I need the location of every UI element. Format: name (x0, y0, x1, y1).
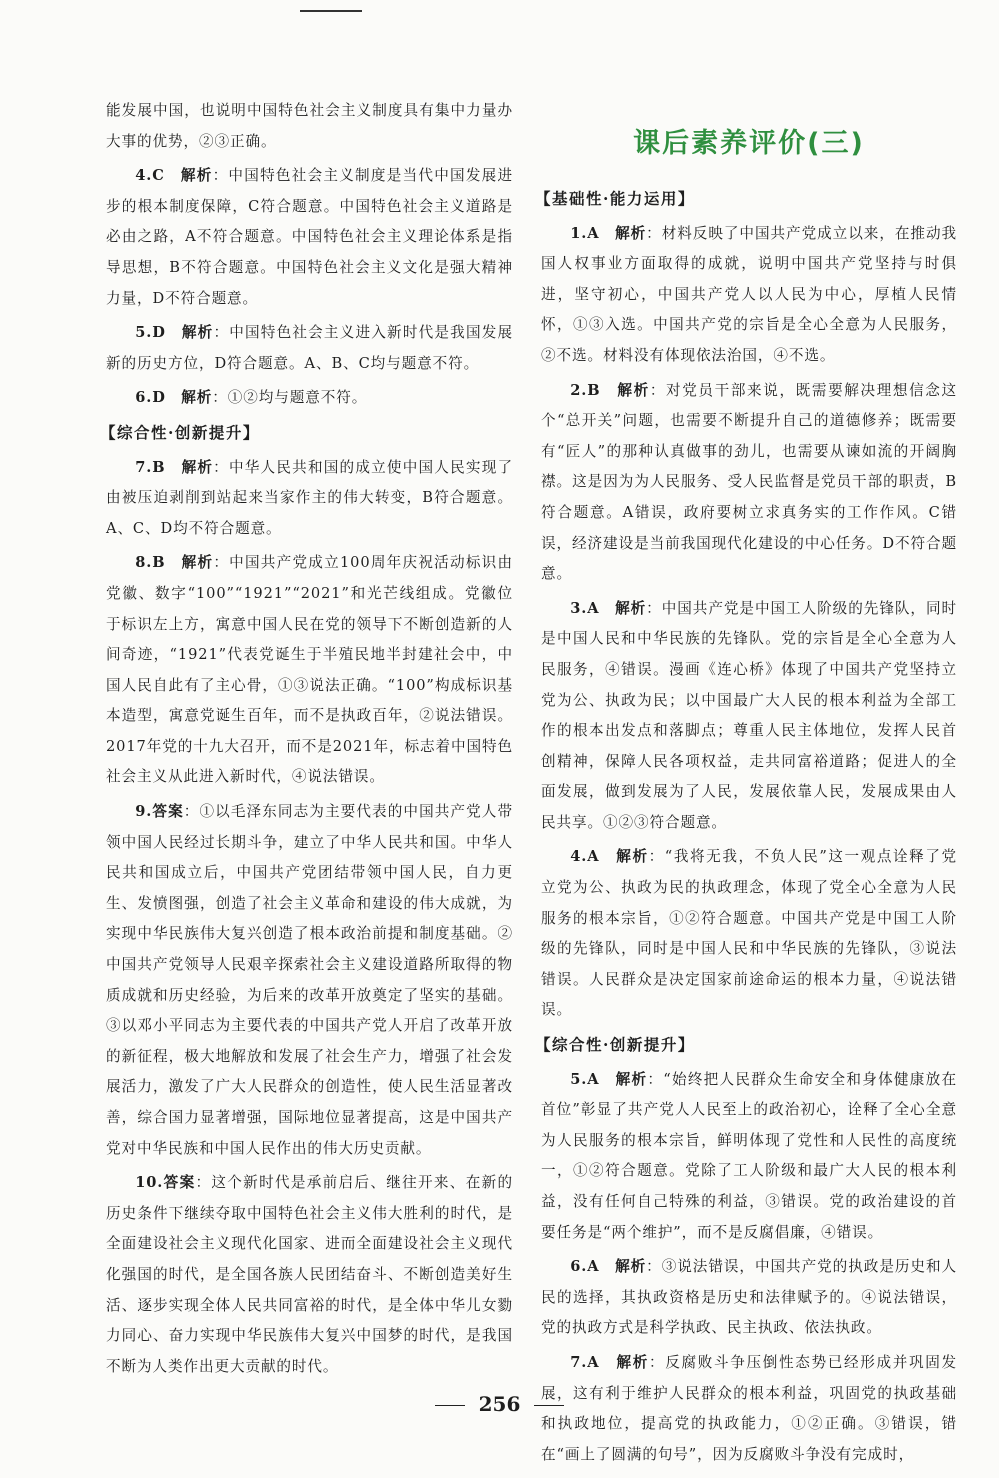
answer-text: ：材料反映了中国共产党成立以来，在推动我国人权事业方面取得的成就，说明中国共产党坚持与时俱进，坚守初心，中国共产党人以人民为中心，厚植人民情怀，①③入选。中国共产党的宗旨是全心全意为人民服务，②不选。材料没有体现依法治国，④不选。 (541, 224, 957, 364)
right-column (535, 124, 957, 1474)
answer-number: 4.C (135, 167, 165, 185)
page-number: 256 (478, 1392, 521, 1416)
answer-text: ：对党员干部来说，既需要解决理想信念这个“总开关”问题，也需要不断提升自己的道德修养；既需要有“匠人”的那种认真做事的劲儿，也需要从谏如流的开阔胸襟。这是因为为人民服务、受人民监督是党员干部的职责，B符合题意。A错误，政府要树立求真务实的工作作风。C错误，经济建设是当前我国现代化建设的中心任务。D不符合题意。 (541, 381, 957, 583)
analysis-label: 解析 (615, 1070, 648, 1088)
analysis-label: 解析 (616, 1353, 649, 1371)
answer-number: 1.A (570, 224, 600, 242)
answer-number: 8.B (135, 554, 166, 572)
section-heading: 【基础性·能力运用】 (535, 189, 695, 208)
answer-number: 5.D (135, 324, 166, 342)
analysis-label: 解析 (615, 224, 647, 242)
footer-dash-right (534, 1405, 564, 1406)
answer-label: 答案 (163, 1174, 196, 1192)
answer-number: 2.B (570, 381, 601, 399)
intro-text: 能发展中国，也说明中国特色社会主义制度具有集中力量办大事的优势，②③正确。 (106, 102, 513, 150)
answer-text: ：中国特色社会主义制度是当代中国发展进步的根本制度保障，C符合题意。中国特色社会主义道路是必由之路，A不符合题意。中国特色社会主义理论体系是指导思想，B不符合题意。中国特色社会主义文化是强大精神力量，D不符合题意。 (106, 167, 513, 307)
answer-number: 5.A (570, 1070, 600, 1088)
answer-2 (541, 376, 957, 590)
analysis-label: 解析 (181, 389, 213, 407)
analysis-label: 解析 (615, 599, 647, 617)
answer-5 (541, 1065, 957, 1249)
answer-4 (541, 842, 957, 1026)
footer-dash-left (435, 1405, 465, 1406)
page-number-footer (0, 1392, 999, 1416)
section-heading: 【综合性·创新提升】 (100, 422, 260, 442)
analysis-label: 解析 (181, 554, 214, 572)
page-title: 课后素养评价(三) (633, 128, 865, 159)
answer-number: 6.D (135, 389, 166, 407)
answer-text: ：①②均与题意不符。 (212, 389, 368, 407)
answer-4 (106, 161, 513, 314)
answer-9 (106, 797, 513, 1164)
answer-text: ：中国特色社会主义进入新时代是我国发展新的历史方位，D符合题意。A、B、C均与题意不符。 (106, 324, 513, 372)
answer-8 (106, 548, 513, 793)
left-column (100, 96, 513, 1386)
analysis-label: 解析 (616, 848, 649, 866)
top-rule (300, 10, 362, 12)
analysis-label: 解析 (615, 1258, 647, 1276)
answer-text: ：“始终把人民群众生命安全和身体健康放在首位”彰显了共产党人人民至上的政治初心，诠释了全心全意为人民服务的根本宗旨，鲜明体现了党性和人民性的高度统一，①②符合题意。党除了工人阶级和最广大人民的根本利益，没有任何自己特殊的利益，③错误。党的政治建设的首要任务是“两个维护”，而不是反腐倡廉，④错误。 (541, 1070, 957, 1241)
answer-6 (106, 383, 513, 414)
answer-text: ：中华人民共和国的成立使中国人民实现了由被压迫剥削到站起来当家作主的伟大转变，B符合题意。A、C、D均不符合题意。 (106, 458, 513, 537)
section-heading: 【综合性·创新提升】 (535, 1035, 695, 1055)
answer-5 (106, 318, 513, 379)
answer-label: 答案 (152, 803, 184, 821)
answer-1 (541, 219, 957, 372)
answer-text: ：①以毛泽东同志为主要代表的中国共产党人带领中国人民经过长期斗争，建立了中华人民共和国。中华人民共和国成立后，中国共产党团结带领中国人民，自力更生、发愤图强，创造了社会主义革命和建设的伟大成就，为实现中华民族伟大复兴创造了根本政治前提和制度基础。②中国共产党领导人民艰辛探索社会主义建设道路所取得的物质成就和历史经验，为后来的改革开放奠定了坚实的基础。③以邓小平同志为主要代表的中国共产党人开启了改革开放的新征程，极大地解放和发展了社会生产力，增强了社会发展活力，激发了广大人民群众的创造性，使人民生活显著改善，综合国力显著增强，国际地位显著提高，这是中国共产党对中华民族和中国人民作出的伟大历史贡献。 (106, 803, 513, 1157)
answer-text: ：中国共产党成立100周年庆祝活动标识由党徽、数字“100”“1921”“2021”和光芒线组成。党徽位于标识左上方，寓意中国人民在党的领导下不断创造新的人间奇迹，“1921”代表党诞生于半殖民地半封建社会中，中国人民自此有了主心骨，①③说法正确。“100”构成标识基本造型，寓意党诞生百年，而不是执政百年，②说法错误。2017年党的十九大召开，而不是2021年，标志着中国特色社会主义从此进入新时代，④说法错误。 (106, 554, 513, 786)
answer-number: 9. (135, 803, 153, 821)
answer-6 (541, 1252, 957, 1344)
answer-number: 7.A (570, 1353, 600, 1371)
analysis-label: 解析 (181, 324, 214, 342)
answer-7 (106, 453, 513, 545)
answer-number: 4.A (570, 848, 600, 866)
answer-text: ：中国共产党是中国工人阶级的先锋队，同时是中国人民和中华民族的先锋队。党的宗旨是全心全意为人民服务，④错误。漫画《连心桥》体现了中国共产党坚持立党为公、执政为民；以中国最广大人民的根本利益为全部工作的根本出发点和落脚点；尊重人民主体地位，发挥人民首创精神，保障人民各项权益，走共同富裕道路；促进人的全面发展，做到发展为了人民，发展依靠人民，发展成果由人民共享。①②③符合题意。 (541, 599, 957, 831)
answer-text: ：③说法错误，中国共产党的执政是历史和人民的选择，其执政资格是历史和法律赋予的。④说法错误，党的执政方式是科学执政、民主执政、依法执政。 (541, 1258, 957, 1337)
analysis-label: 解析 (617, 381, 650, 399)
answer-text: ：反腐败斗争压倒性态势已经形成并巩固发展，这有利于维护人民群众的根本利益，巩固党的执政基础和执政地位，提高党的执政能力，①②正确。③错误，错在“画上了圆满的句号”，因为反腐败斗争没有完成时， (541, 1353, 957, 1463)
answer-number: 6.A (570, 1258, 600, 1276)
answer-10 (106, 1168, 513, 1382)
analysis-label: 解析 (180, 167, 213, 185)
answer-number: 3.A (570, 599, 600, 617)
answer-number: 7.B (135, 458, 166, 476)
answer-3 (541, 594, 957, 839)
answer-number: 10. (135, 1174, 164, 1192)
answer-text: ：这个新时代是承前启后、继往开来、在新的历史条件下继续夺取中国特色社会主义伟大胜利的时代，是全面建设社会主义现代化国家、进而全面建设社会主义现代化强国的时代，是全国各族人民团结奋斗、不断创造美好生活、逐步实现全体人民共同富裕的时代，是全体中华儿女勠力同心、奋力实现中华民族伟大复兴中国梦的时代，是我国不断为人类作出更大贡献的时代。 (106, 1174, 513, 1375)
analysis-label: 解析 (181, 458, 214, 476)
answer-text: ：“我将无我，不负人民”这一观点诠释了党立党为公、执政为民的执政理念，体现了党全心全意为人民服务的根本宗旨，①②符合题意。中国共产党是中国工人阶级的先锋队，同时是中国人民和中华民族的先锋队，③说法错误。人民群众是决定国家前途命运的根本力量，④说法错误。 (541, 848, 957, 1019)
